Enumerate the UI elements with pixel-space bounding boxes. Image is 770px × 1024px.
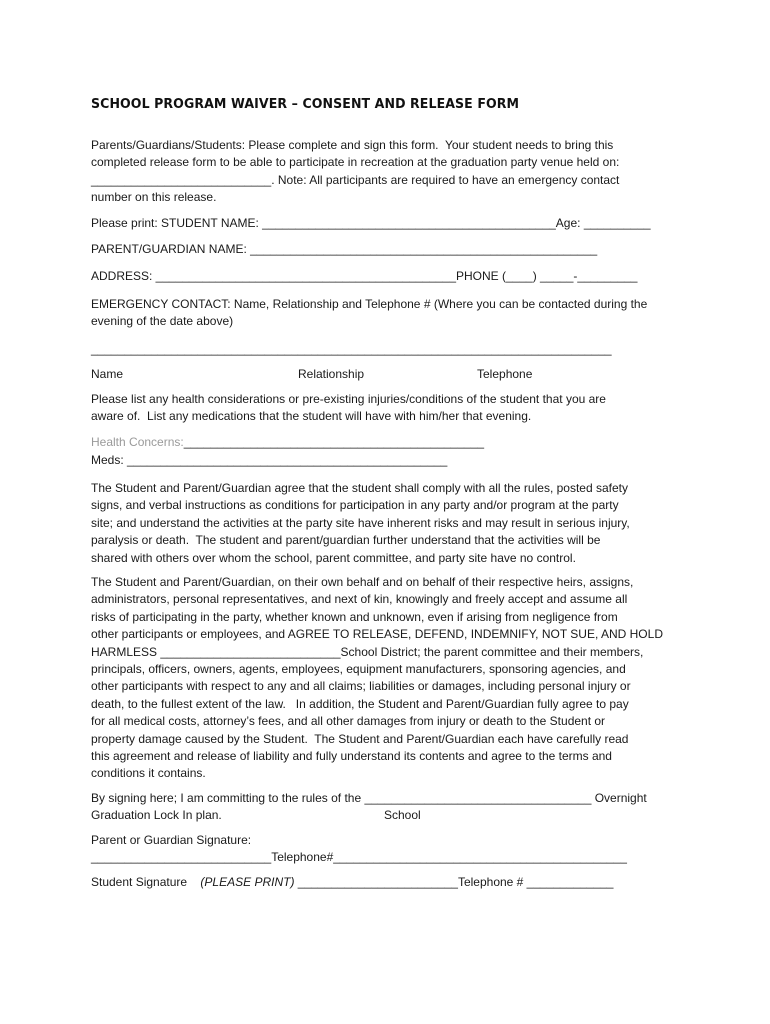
emergency-line: evening of the date above) bbox=[91, 314, 234, 329]
meds-field[interactable]: Meds: ________________________________________________ bbox=[91, 453, 448, 467]
paragraph-line: site; and understand the activities at the party site have inherent risks and may result in serious injury, bbox=[91, 515, 630, 530]
intro-line: number on this release. bbox=[91, 190, 217, 205]
emergency-contact-label bbox=[91, 296, 671, 331]
school-commitment-field[interactable]: By signing here; I am committing to the rules of the __________________________________ Overnight bbox=[91, 791, 647, 805]
paragraph-line: The Student and Parent/Guardian, on their own behalf and on behalf of their respective heirs, assigns, bbox=[91, 575, 634, 589]
intro-line: completed release form to be able to participate in recreation at the graduation party venue held on: bbox=[91, 155, 620, 170]
emergency-contact-field[interactable]: ______________________________________________________________________________ bbox=[91, 342, 612, 356]
paragraph-line: shared with others over whom the school, parent committee, and party site have no control. bbox=[91, 550, 576, 565]
parent-signature-field[interactable]: ___________________________Telephone#____________________________________________ bbox=[91, 850, 627, 864]
student-signature-blank: ________________________Telephone # _____________ bbox=[294, 875, 614, 889]
paragraph-line: paralysis or death. The student and parent/guardian further understand that the activities will be bbox=[91, 533, 601, 548]
form-title: SCHOOL PROGRAM WAIVER – CONSENT AND RELEASE FORM bbox=[91, 96, 520, 112]
compliance-paragraph bbox=[91, 480, 671, 567]
contact-relationship-label: Relationship bbox=[298, 367, 365, 381]
intro-line: Parents/Guardians/Students: Please complete and sign this form. Your student needs to bring this bbox=[91, 138, 614, 152]
paragraph-line: The Student and Parent/Guardian agree that the student shall comply with all the rules, posted safety bbox=[91, 481, 628, 495]
commitment-line-2: Graduation Lock In plan. bbox=[91, 808, 222, 822]
paragraph-line: signs, and verbal instructions as conditions for participation in any party and/or program at the party bbox=[91, 498, 619, 513]
parent-guardian-name-field[interactable]: PARENT/GUARDIAN NAME: ____________________________________________________ bbox=[91, 242, 598, 256]
paragraph-line: conditions it contains. bbox=[91, 766, 206, 781]
health-line: Please list any health considerations or pre-existing injuries/conditions of the student that you are bbox=[91, 392, 606, 406]
address-phone-field[interactable]: ADDRESS: _____________________________________________PHONE (____) _____-_________ bbox=[91, 269, 638, 283]
paragraph-line: other participants with respect to any and all claims; liabilities or damages, including personal injury or bbox=[91, 679, 631, 694]
paragraph-line: risks of participating in the party, whether known and unknown, even if arising from negligence from bbox=[91, 609, 618, 624]
health-line: aware of. List any medications that the student will have with him/her that evening. bbox=[91, 409, 532, 424]
paragraph-line: administrators, personal representatives, and next of kin, knowingly and freely accept and assume all bbox=[91, 592, 628, 607]
school-label: School bbox=[384, 808, 421, 822]
student-signature-label: Student Signature bbox=[91, 875, 188, 889]
health-concerns-label: Health Concerns: bbox=[91, 435, 184, 449]
contact-name-label: Name bbox=[91, 367, 124, 381]
paragraph-line: for all medical costs, attorney’s fees, and all other damages from injury or death to the Student or bbox=[91, 714, 606, 729]
contact-telephone-label: Telephone bbox=[477, 367, 533, 381]
paragraph-line: death, to the fullest extent of the law. In addition, the Student and Parent/Guardian fully agree to pay bbox=[91, 696, 629, 711]
student-name-age-field[interactable]: Please print: STUDENT NAME: ____________________________________________Age: __________ bbox=[91, 216, 651, 230]
parent-signature-label: Parent or Guardian Signature: bbox=[91, 833, 252, 847]
health-concerns-blank: _____________________________________________ bbox=[183, 435, 485, 449]
health-concerns-field[interactable] bbox=[91, 434, 484, 451]
intro-line: ___________________________. Note: All participants are required to have an emergency contact bbox=[91, 172, 620, 187]
paragraph-line: other participants or employees, and AGREE TO RELEASE, DEFEND, INDEMNIFY, NOT SUE, AND HOLD bbox=[91, 627, 663, 642]
please-print-note: (PLEASE PRINT) bbox=[200, 875, 295, 889]
emergency-line: EMERGENCY CONTACT: Name, Relationship and Telephone # (Where you can be contacted during the bbox=[91, 297, 648, 311]
student-signature-field[interactable] bbox=[91, 874, 613, 891]
paragraph-line: HARMLESS ___________________________School District; the parent committee and their members, bbox=[91, 644, 644, 659]
paragraph-line: this agreement and release of liability and fully understand its contents and agree to the terms and bbox=[91, 749, 612, 764]
paragraph-line: property damage caused by the Student. The Student and Parent/Guardian each have carefully read bbox=[91, 731, 629, 746]
health-instructions bbox=[91, 391, 671, 426]
intro-paragraph bbox=[91, 137, 671, 207]
release-paragraph bbox=[91, 574, 671, 783]
paragraph-line: principals, officers, owners, agents, employees, equipment manufacturers, sponsoring agencies, and bbox=[91, 662, 626, 677]
